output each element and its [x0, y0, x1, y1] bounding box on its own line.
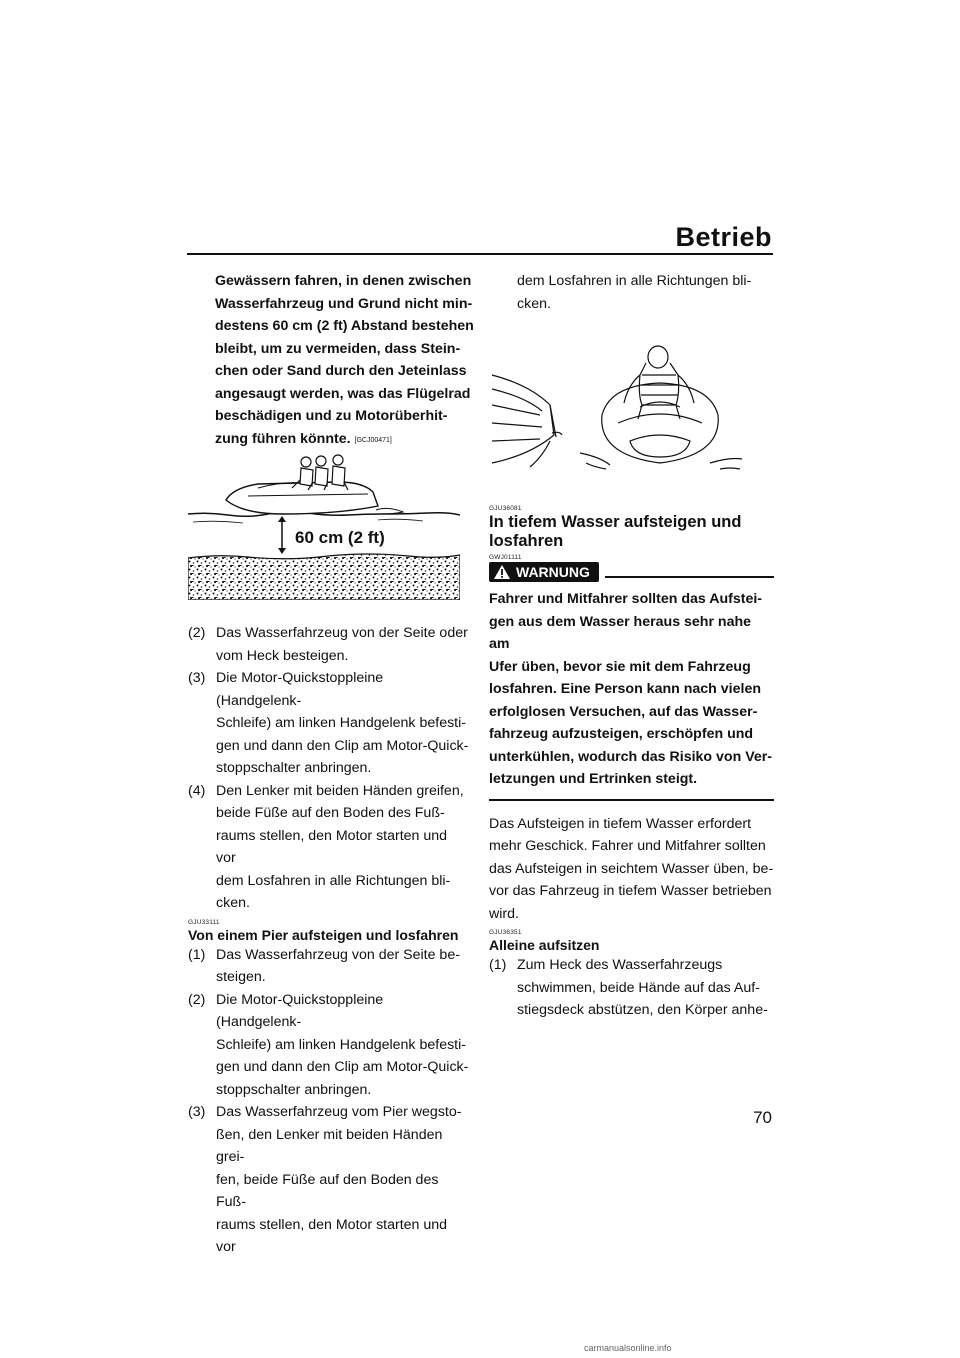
- step-line: Das Wasserfahrzeug von der Seite be-: [216, 946, 460, 963]
- step-number: (1): [188, 946, 206, 963]
- body-paragraph: [489, 813, 774, 926]
- section-title-line: losfahren: [489, 532, 564, 550]
- intro-line: Wasserfahrzeug und Grund nicht min-: [215, 295, 473, 312]
- deep-water-section: [489, 505, 774, 1022]
- intro-line: Gewässern fahren, in denen zwischen: [215, 273, 472, 289]
- step-line: Schleife) am linken Handgelenk befesti-: [216, 1036, 466, 1053]
- step-line: cken.: [216, 895, 250, 911]
- body-line: mehr Geschick. Fahrer und Mitfahrer sollten: [489, 838, 766, 854]
- step-number: (3): [188, 670, 206, 686]
- jetski-clearance-figure: [188, 440, 460, 600]
- step-number: (4): [188, 782, 206, 799]
- warning-code: GWJ01111: [489, 554, 522, 561]
- section-title-line: In tiefem Wasser aufsteigen und: [489, 513, 742, 531]
- body-line: wird.: [489, 905, 519, 922]
- step-number: (1): [489, 957, 507, 973]
- list-item: [188, 944, 470, 989]
- warning-triangle-icon: [493, 564, 511, 580]
- step-line: dem Losfahren in alle Richtungen bli-: [216, 872, 451, 889]
- step-number: (2): [188, 625, 206, 641]
- step-line: gen und dann den Clip am Motor-Quick-: [216, 1059, 469, 1075]
- warning-line: Fahrer und Mitfahrer sollten das Aufstei-: [489, 591, 763, 607]
- warning-line: losfahren. Eine Person kann nach vielen: [489, 681, 762, 697]
- warning-text: [489, 588, 774, 791]
- step-line: raums stellen, den Motor starten und vor: [216, 827, 448, 866]
- warning-line: letzungen und Ertrinken steigt.: [489, 771, 698, 787]
- step-line: raums stellen, den Motor starten und vor: [216, 1216, 448, 1255]
- steps-list-a: [188, 622, 470, 1259]
- intro-line: zung führen könnte.: [215, 430, 351, 447]
- subsection-code: GJU36351: [489, 929, 522, 936]
- step-line: Die Motor-Quickstoppleine (Handgelenk-: [216, 991, 384, 1030]
- continued-line: cken.: [517, 295, 551, 312]
- list-item: [188, 622, 470, 667]
- watermark: carmanualsonline.info: [584, 1343, 672, 1353]
- continued-line: dem Losfahren in alle Richtungen bli-: [517, 273, 752, 289]
- list-item: [188, 667, 470, 780]
- clearance-illustration: [188, 440, 460, 600]
- intro-line: destens 60 cm (2 ft) Abstand bestehen: [215, 318, 474, 334]
- page-header-title: Betrieb: [675, 222, 772, 252]
- section-title: Von einem Pier aufsteigen und losfahren: [188, 926, 459, 943]
- warning-line: Ufer üben, bevor sie mit dem Fahrzeug: [489, 658, 751, 675]
- step-line: fen, beide Füße auf den Boden des Fuß-: [216, 1171, 439, 1210]
- intro-line: beschädigen und zu Motorüberhit-: [215, 408, 448, 424]
- list-item: [188, 780, 470, 915]
- warning-bottom-rule: [489, 799, 774, 801]
- page-number: 70: [753, 1108, 772, 1127]
- step-line: Den Lenker mit beiden Händen greifen,: [216, 782, 464, 799]
- step-line: beide Füße auf den Boden des Fuß-: [216, 805, 445, 821]
- warning-badge: [489, 562, 599, 582]
- step-line: vom Heck besteigen.: [216, 647, 349, 664]
- step-number: (2): [188, 991, 206, 1008]
- caution-code: [GCJ00471]: [354, 436, 392, 444]
- step-line: stoppschalter anbringen.: [216, 1081, 372, 1098]
- step-line: schwimmen, beide Hände auf das Auf-: [517, 979, 760, 996]
- body-line: Das Aufsteigen in tiefem Wasser erfordert: [489, 815, 752, 832]
- intro-line: chen oder Sand durch den Jeteinlass: [215, 363, 467, 379]
- step-line: Schleife) am linken Handgelenk befesti-: [216, 715, 466, 731]
- step-line: steigen.: [216, 969, 266, 985]
- subsection-title: Alleine aufsitzen: [489, 937, 600, 953]
- step-number: (3): [188, 1104, 206, 1120]
- list-item: [188, 989, 470, 1102]
- continued-step-text: [517, 270, 772, 315]
- warning-top-rule: [605, 576, 774, 578]
- intro-caution-text: [215, 270, 475, 452]
- body-line: das Aufsteigen in seichtem Wasser üben, be-: [489, 860, 774, 877]
- step-line: Die Motor-Quickstoppleine (Handgelenk-: [216, 670, 384, 709]
- list-item: [188, 1101, 470, 1259]
- warning-label: WARNUNG: [516, 564, 590, 580]
- body-line: vor das Fahrzeug in tiefem Wasser betrieben: [489, 883, 772, 899]
- step-line: Zum Heck des Wasserfahrzeugs: [517, 957, 723, 973]
- rider-illustration: [490, 345, 750, 475]
- step-line: stiegsdeck abstützen, den Körper anhe-: [517, 1002, 768, 1018]
- warning-line: gen aus dem Wasser heraus sehr nahe am: [489, 613, 752, 652]
- list-item: [489, 954, 774, 1022]
- intro-line: bleibt, um zu vermeiden, dass Stein-: [215, 340, 461, 357]
- warning-line: unterkühlen, wodurch das Risiko von Ver-: [489, 748, 773, 765]
- header-rule: [187, 253, 773, 255]
- warning-line: erfolglosen Versuchen, auf das Wasser-: [489, 703, 758, 720]
- warning-line: fahrzeug aufzusteigen, erschöpfen und: [489, 726, 754, 742]
- warning-header: [489, 562, 774, 582]
- step-line: ßen, den Lenker mit beiden Händen grei-: [216, 1126, 443, 1165]
- clearance-label: 60 cm (2 ft): [295, 528, 385, 547]
- rider-jetski-figure: [490, 345, 750, 475]
- step-line: Das Wasserfahrzeug von der Seite oder: [216, 625, 468, 641]
- step-line: stoppschalter anbringen.: [216, 760, 372, 776]
- step-line: gen und dann den Clip am Motor-Quick-: [216, 737, 469, 754]
- section-code: GJU36081: [489, 505, 522, 512]
- intro-line: angesaugt werden, was das Flügelrad: [215, 385, 471, 402]
- section-code: GJU33111: [188, 918, 220, 926]
- step-line: Das Wasserfahrzeug vom Pier wegsto-: [216, 1104, 462, 1120]
